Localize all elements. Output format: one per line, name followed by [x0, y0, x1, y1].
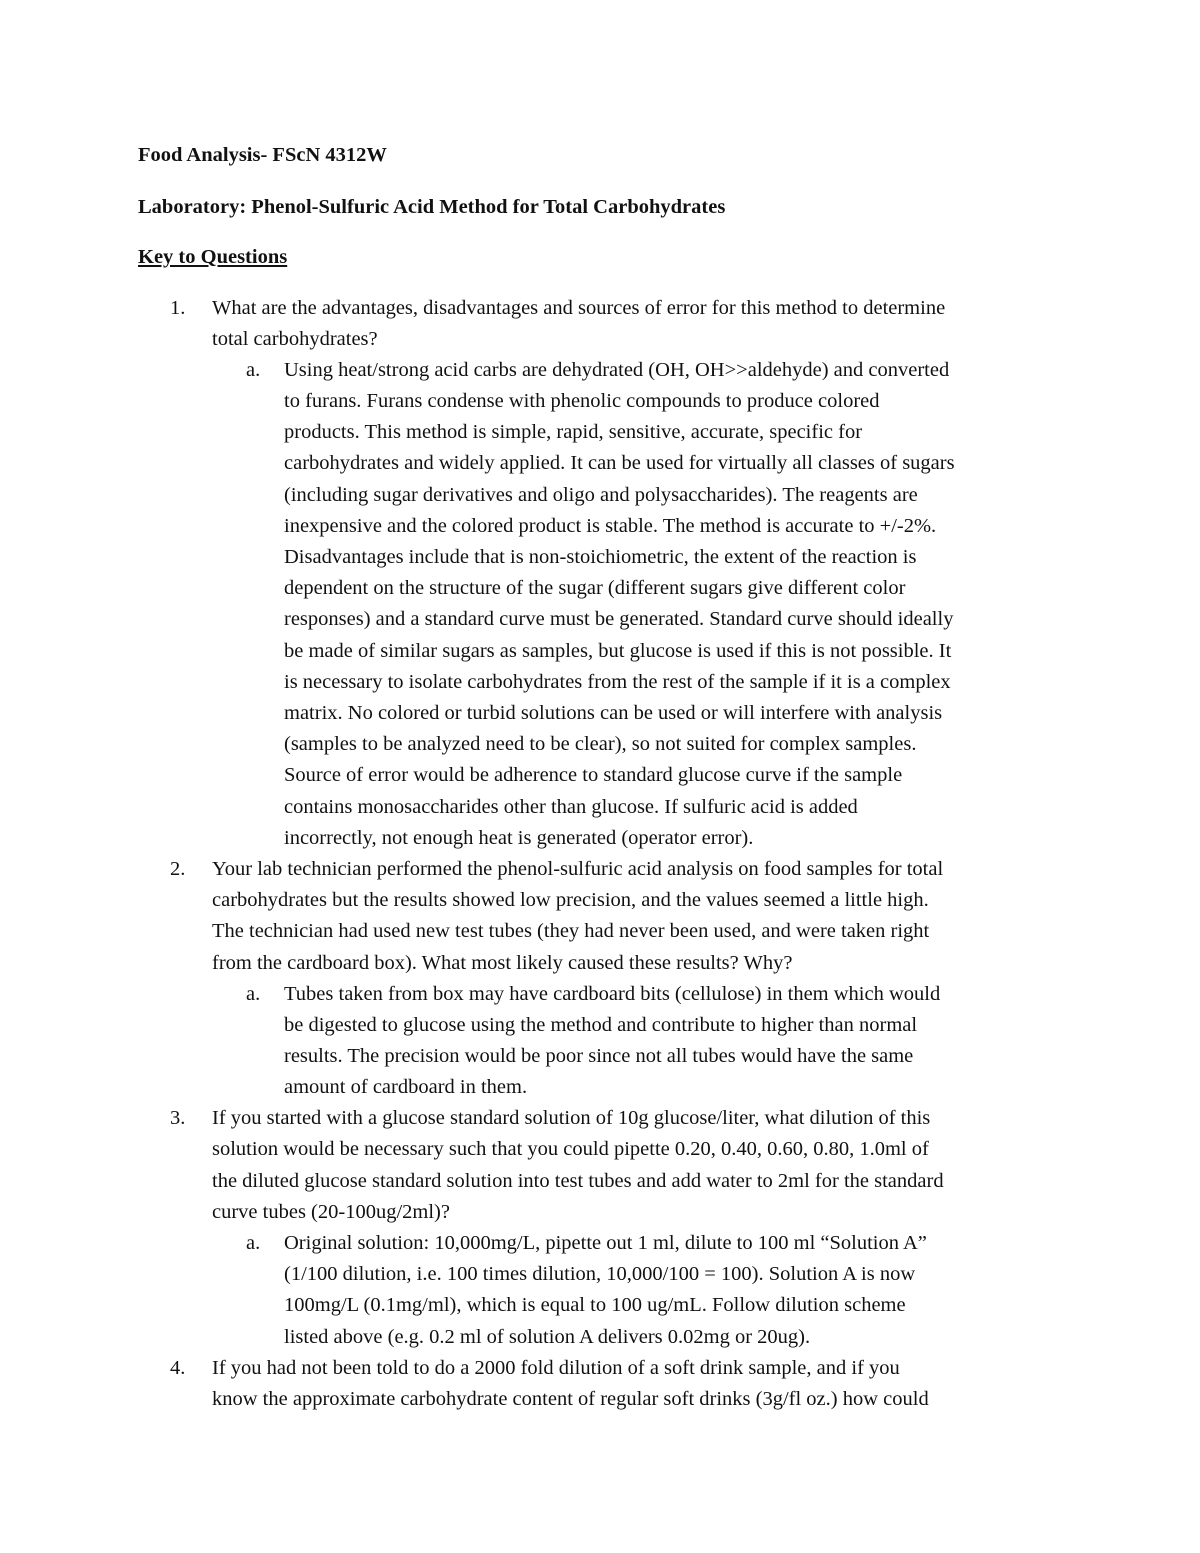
answer-line: 100mg/L (0.1mg/ml), which is equal to 100 ug/mL. Follow dilution scheme: [284, 1294, 906, 1316]
answer-line: carbohydrates and widely applied. It can be used for virtually all classes of sugars: [284, 452, 955, 474]
question-number: 1.: [170, 297, 186, 319]
question-line: If you started with a glucose standard solution of 10g glucose/liter, what dilution of this: [212, 1107, 931, 1129]
answer-line: amount of cardboard in them.: [284, 1076, 528, 1098]
question-line: the diluted glucose standard solution into test tubes and add water to 2ml for the standard: [212, 1170, 944, 1192]
lab-title: Laboratory: Phenol-Sulfuric Acid Method for Total Carbohydrates: [138, 196, 726, 218]
question-line: solution would be necessary such that you could pipette 0.20, 0.40, 0.60, 0.80, 1.0ml of: [212, 1138, 929, 1160]
answer-line: Original solution: 10,000mg/L, pipette out 1 ml, dilute to 100 ml “Solution A”: [284, 1232, 927, 1254]
answer-line: (1/100 dilution, i.e. 100 times dilution, 10,000/100 = 100). Solution A is now: [284, 1263, 916, 1285]
key-heading: Key to Questions: [138, 246, 288, 268]
answer-line: responses) and a standard curve must be generated. Standard curve should ideally: [284, 608, 954, 630]
answer-line: to furans. Furans condense with phenolic compounds to produce colored: [284, 390, 880, 412]
answer-line: matrix. No colored or turbid solutions can be used or will interfere with analysis: [284, 702, 943, 724]
question-line: carbohydrates but the results showed low precision, and the values seemed a little high.: [212, 889, 929, 911]
answer-marker: a.: [246, 359, 261, 381]
answer-marker: a.: [246, 1232, 261, 1254]
question-line: from the cardboard box). What most likely caused these results? Why?: [212, 952, 793, 974]
answer-line: incorrectly, not enough heat is generated (operator error).: [284, 827, 754, 849]
question-line: If you had not been told to do a 2000 fold dilution of a soft drink sample, and if you: [212, 1357, 900, 1379]
course-title: Food Analysis- FScN 4312W: [138, 144, 387, 166]
answer-line: Source of error would be adherence to standard glucose curve if the sample: [284, 764, 903, 786]
answer-line: inexpensive and the colored product is stable. The method is accurate to +/-2%.: [284, 515, 937, 537]
question-line: The technician had used new test tubes (they had never been used, and were taken right: [212, 920, 930, 942]
question-line: total carbohydrates?: [212, 328, 378, 350]
answer-line: be made of similar sugars as samples, but glucose is used if this is not possible. It: [284, 640, 952, 662]
answer-line: Using heat/strong acid carbs are dehydrated (OH, OH>>aldehyde) and converted: [284, 359, 950, 381]
answer-line: products. This method is simple, rapid, sensitive, accurate, specific for: [284, 421, 863, 443]
answer-line: Disadvantages include that is non-stoichiometric, the extent of the reaction is: [284, 546, 917, 568]
question-number: 4.: [170, 1357, 186, 1379]
question-number: 2.: [170, 858, 186, 880]
question-line: What are the advantages, disadvantages and sources of error for this method to determine: [212, 297, 946, 319]
answer-line: be digested to glucose using the method and contribute to higher than normal: [284, 1014, 918, 1036]
answer-line: Tubes taken from box may have cardboard bits (cellulose) in them which would: [284, 983, 941, 1005]
answer-line: is necessary to isolate carbohydrates from the rest of the sample if it is a complex: [284, 671, 951, 693]
answer-line: results. The precision would be poor since not all tubes would have the same: [284, 1045, 914, 1067]
question-line: Your lab technician performed the phenol-sulfuric acid analysis on food samples for total: [212, 858, 944, 880]
answer-marker: a.: [246, 983, 261, 1005]
answer-line: contains monosaccharides other than glucose. If sulfuric acid is added: [284, 796, 858, 818]
question-line: know the approximate carbohydrate content of regular soft drinks (3g/fl oz.) how could: [212, 1388, 929, 1410]
answer-line: dependent on the structure of the sugar (different sugars give different color: [284, 577, 906, 599]
answer-line: (including sugar derivatives and oligo and polysaccharides). The reagents are: [284, 484, 918, 506]
question-number: 3.: [170, 1107, 186, 1129]
answer-line: (samples to be analyzed need to be clear), so not suited for complex samples.: [284, 733, 917, 755]
question-line: curve tubes (20-100ug/2ml)?: [212, 1201, 450, 1223]
answer-line: listed above (e.g. 0.2 ml of solution A delivers 0.02mg or 20ug).: [284, 1326, 811, 1348]
